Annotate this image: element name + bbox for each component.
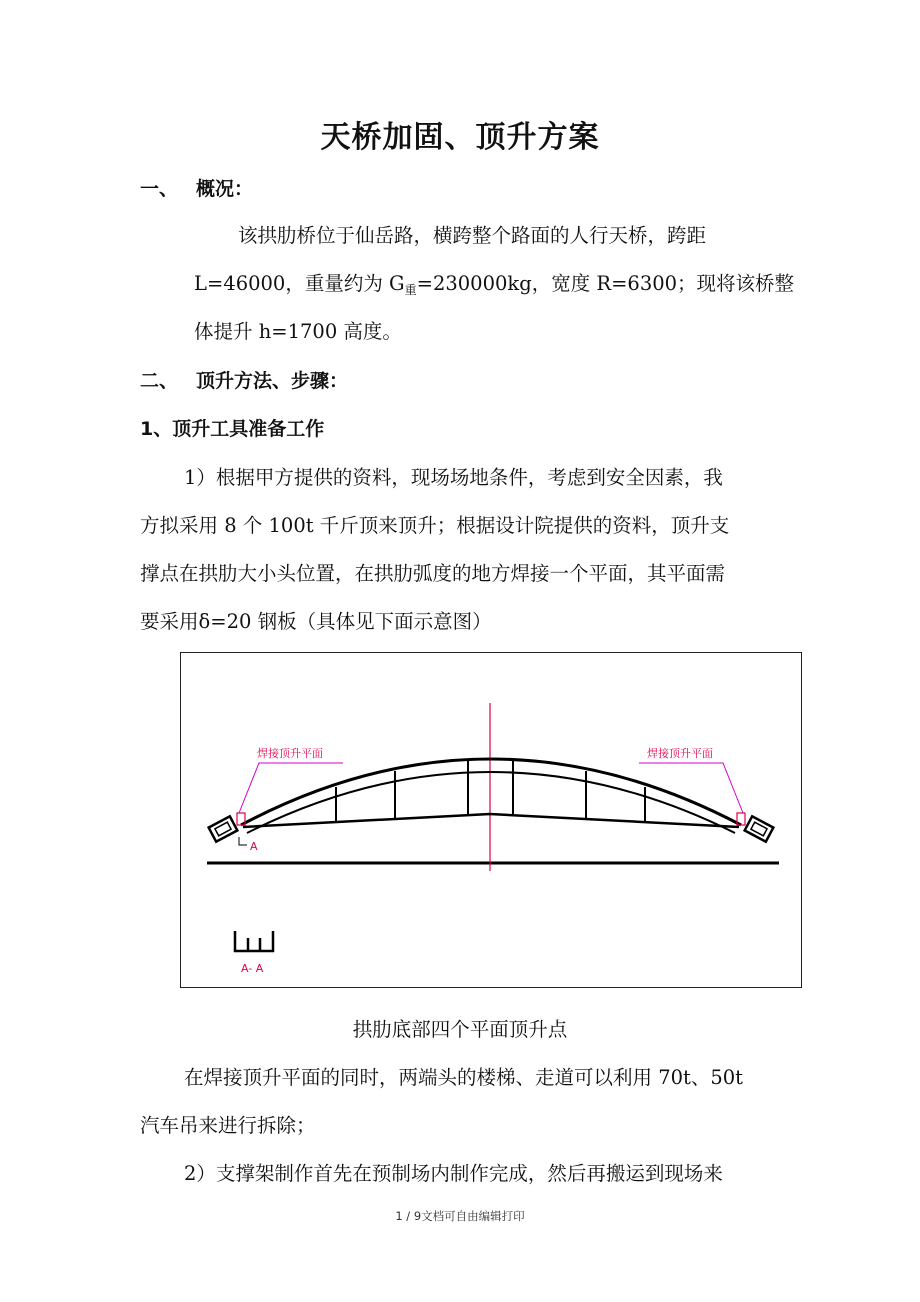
section-1-heading: 概况： (196, 178, 254, 200)
section-2-number: 二、 (140, 370, 179, 392)
overview-line-3: 体提升 h=1700 高度。 (194, 320, 402, 343)
para2-line-2: 汽车吊来进行拆除； (140, 1114, 316, 1137)
right-weld-label: 焊接顶升平面 (647, 747, 713, 760)
weight-subscript: 重 (404, 283, 417, 297)
para1-line-3: 撑点在拱肋大小头位置，在拱肋弧度的地方焊接一个平面，其平面需 (140, 562, 726, 585)
figure-caption: 拱肋底部四个平面顶升点 (352, 1018, 568, 1041)
right-end-support (745, 816, 774, 841)
section-mark-bracket (239, 837, 247, 845)
para2-line-1: 在焊接顶升平面的同时，两端头的楼梯、走道可以利用 70t、50t (184, 1066, 743, 1089)
section-2-heading: 顶升方法、步骤： (196, 370, 349, 392)
left-end-support (209, 816, 238, 841)
overview-line-2 (194, 268, 794, 298)
left-weld-label: 焊接顶升平面 (257, 747, 323, 760)
para1-line-1: 1）根据甲方提供的资料，现场场地条件，考虑到安全因素，我 (184, 466, 723, 489)
para3-line-1: 2）支撑架制作首先在预制场内制作完成，然后再搬运到现场来 (184, 1162, 723, 1185)
arch-diagram-figure (180, 652, 802, 988)
section-mark-label: A (250, 840, 258, 853)
lower-chord (243, 814, 739, 827)
subsection-1-heading: 1、顶升工具准备工作 (140, 418, 325, 440)
arch-diagram (181, 653, 801, 987)
page-footer: 1 / 9文档可自由编辑打印 (395, 1209, 525, 1223)
overview-line-2b: =230000kg，宽度 R=6300；现将该桥整 (416, 272, 795, 295)
para1-line-2: 方拟采用 8 个 100t 千斤顶来顶升；根据设计院提供的资料，顶升支 (140, 514, 730, 537)
overview-line-1: 该拱肋桥位于仙岳路，横跨整个路面的人行天桥，跨距 (238, 224, 707, 247)
section-1-number: 一、 (140, 178, 179, 200)
para1-line-4: 要采用δ=20 钢板（具体见下面示意图） (140, 610, 492, 633)
section-a-a-label: A- A (241, 962, 264, 975)
section-a-a-symbol (235, 931, 273, 951)
page-title: 天桥加固、顶升方案 (320, 120, 600, 155)
overview-line-2a: L=46000，重量约为 G (194, 272, 405, 295)
